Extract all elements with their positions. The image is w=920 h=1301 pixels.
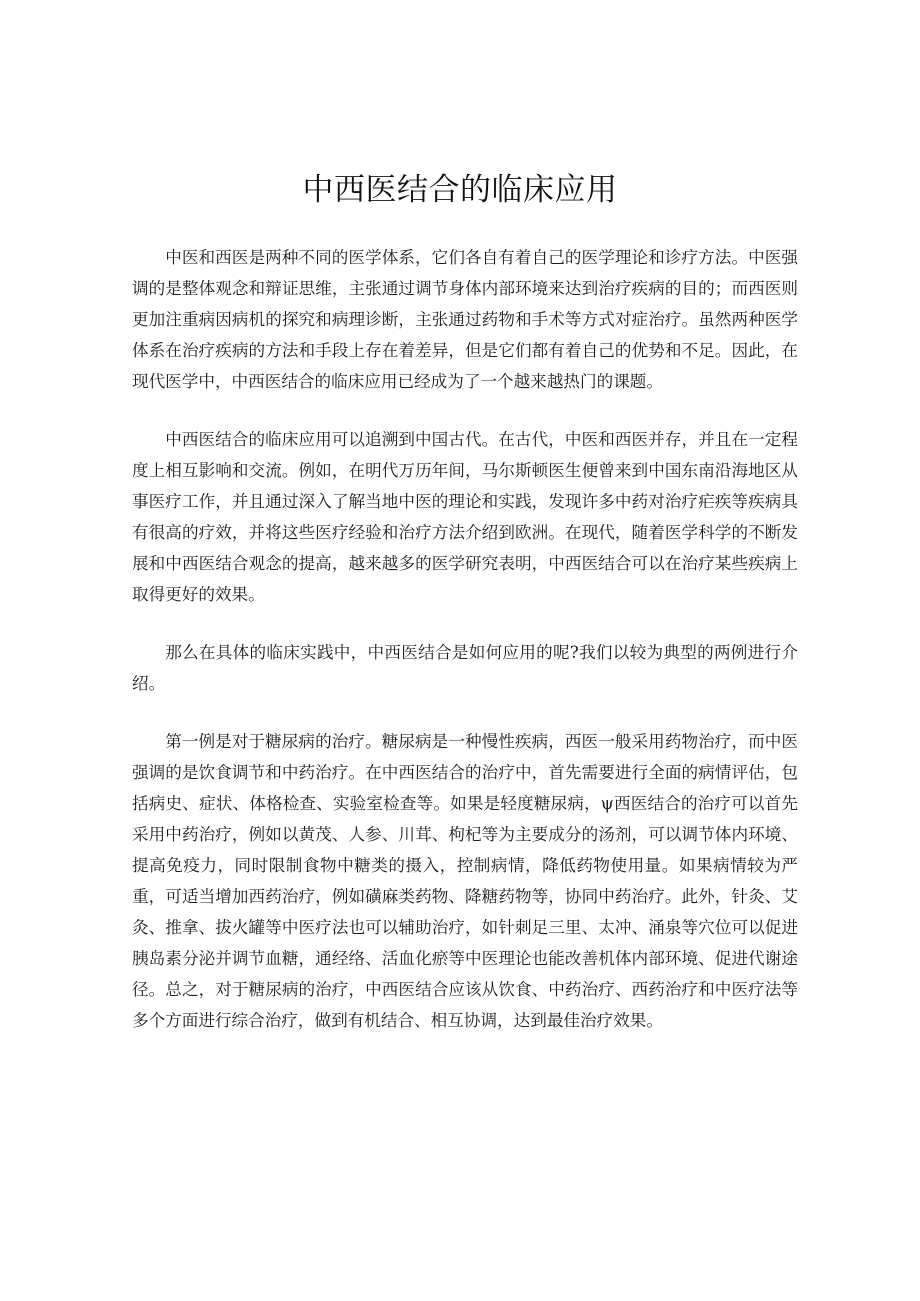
- document-body: [132, 242, 798, 1063]
- document-title: 中西医结合的临床应用: [302, 172, 618, 208]
- paragraph-intro: 中医和西医是两种不同的医学体系，它们各自有着自己的医学理论和诊疗方法。中医强调的是整体观念和辩证思维，主张通过调节身体内部环境来达到治疗疾病的目的；而西医则更加注重病因病机的探究和病理诊断，主张通过药物和手术等方式对症治疗。虽然两种医学体系在治疗疾病的方法和手段上存在着差异，但是它们都有着自己的优势和不足。因此，在现代医学中，中西医结合的临床应用已经成为了一个越来越热门的课题。: [132, 248, 798, 391]
- paragraph-transition: 那么在具体的临床实践中，中西医结合是如何应用的呢?我们以较为典型的两例进行介绍。: [132, 643, 798, 693]
- paragraph-history: 中西医结合的临床应用可以追溯到中国古代。在古代，中医和西医并存，并且在一定程度上相互影响和交流。例如，在明代万历年间，马尔斯顿医生便曾来到中国东南沿海地区从事医疗工作，并且通过深入了解当地中医的理论和实践，发现许多中药对治疗疟疾等疾病具有很高的疗效，并将这些医疗经验和治疗方法介绍到欧洲。在现代，随着医学科学的不断发展和中西医结合观念的提高，越来越多的医学研究表明，中西医结合可以在治疗某些疾病上取得更好的效果。: [132, 430, 798, 604]
- paragraph-diabetes-case: 第一例是对于糖尿病的治疗。糖尿病是一种慢性疾病，西医一般采用药物治疗，而中医强调的是饮食调节和中药治疗。在中西医结合的治疗中，首先需要进行全面的病情评估，包括病史、症状、体格检查、实验室检查等。如果是轻度糖尿病，ψ西医结合的治疗可以首先采用中药治疗，例如以黄茂、人参、川茸、枸杞等为主要成分的汤剂，可以调节体内环境、提高免疫力，同时限制食物中糖类的摄入，控制病情，降低药物使用量。如果病情较为严重，可适当增加西药治疗，例如磺麻类药物、降糖药物等，协同中药治疗。此外，针灸、艾灸、推拿、拔火罐等中医疗法也可以辅助治疗，如针刺足三里、太冲、涌泉等穴位可以促进胰岛素分泌并调节血糖，通经络、活血化瘀等中医理论也能改善机体内部环境、促进代谢途径。总之，对于糖尿病的治疗，中西医结合应该从饮食、中药治疗、西药治疗和中医疗法等多个方面进行综合治疗，做到有机结合、相互协调，达到最佳治疗效果。: [132, 732, 798, 1030]
